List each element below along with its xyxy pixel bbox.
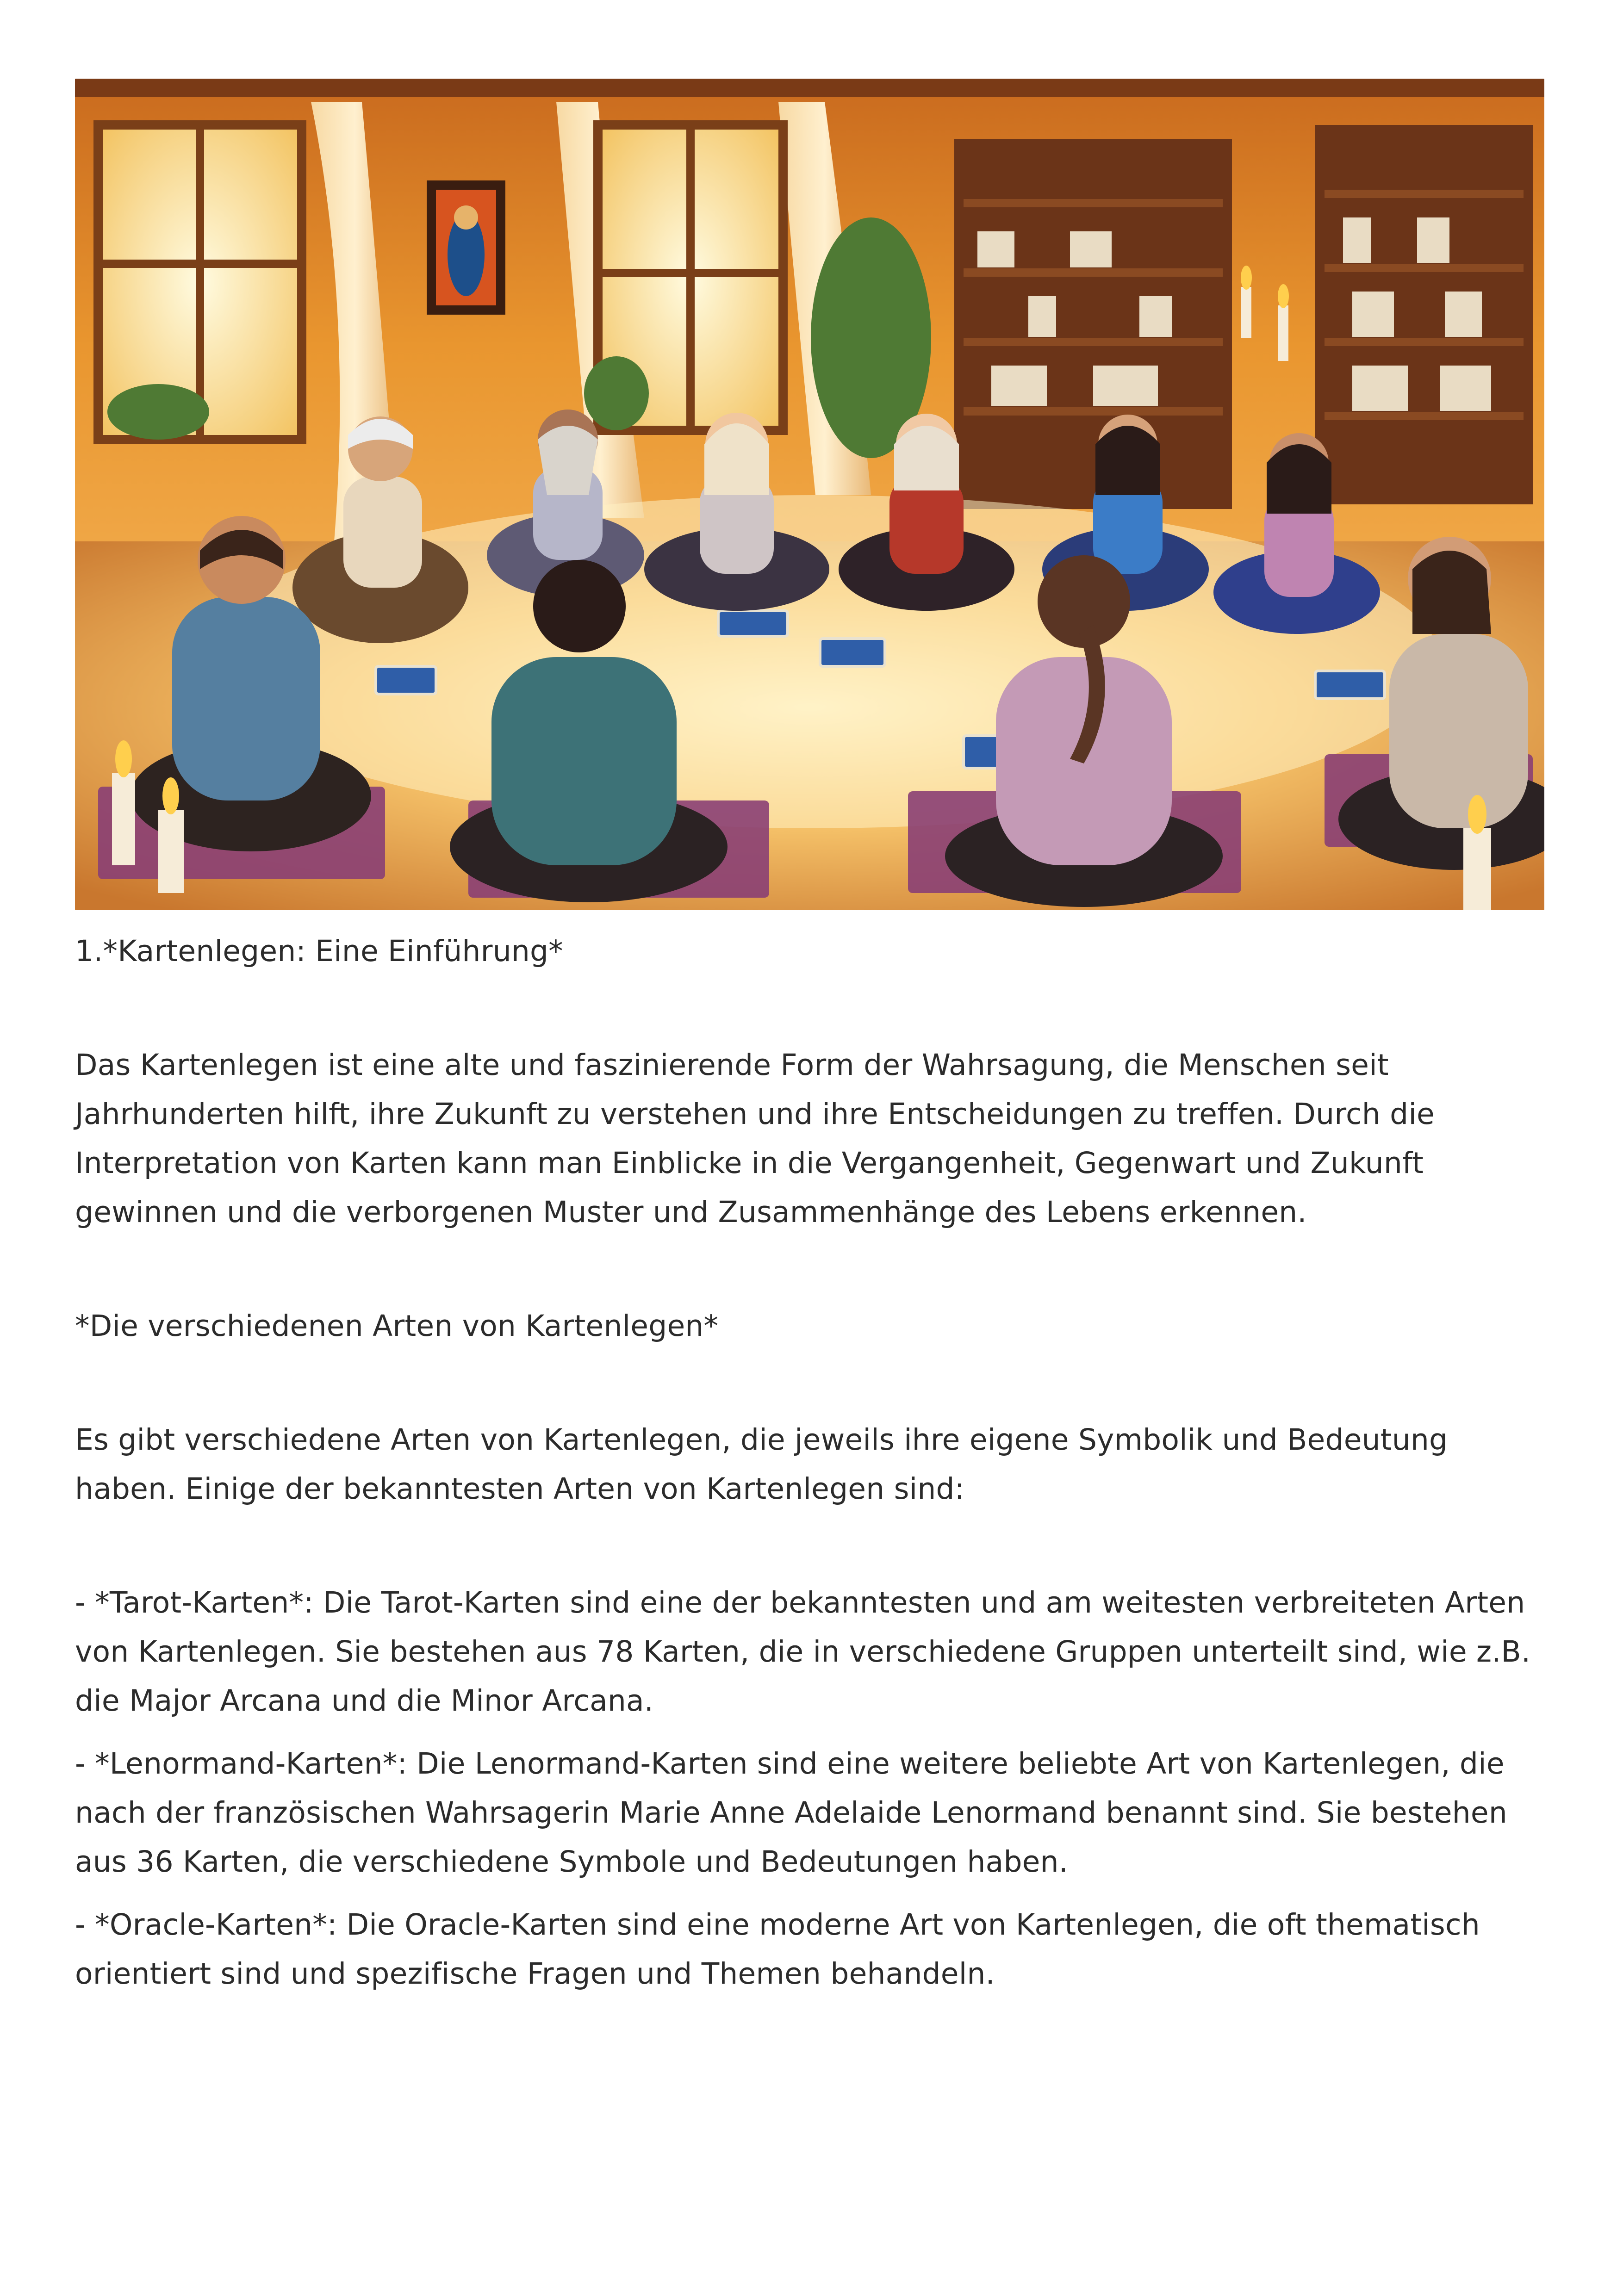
list-item-lenormand: - *Lenormand-Karten*: Die Lenormand-Karten sind eine weitere beliebte Art von Kartenlegen, die nach der französischen Wahrsagerin Marie Anne Adelaide Lenormand benannt sind. Sie bestehen aus 36 Karten, die verschiedene Symbole und Bedeutungen haben. — [75, 1747, 1507, 1879]
list-item-oracle: - *Oracle-Karten*: Die Oracle-Karten sind eine moderne Art von Kartenlegen, die oft thematisch orientiert sind und spezifische Fragen und Themen behandeln. — [75, 1908, 1480, 1991]
section-heading: 1.*Kartenlegen: Eine Einführung* — [75, 934, 563, 968]
lead-paragraph: Es gibt verschiedene Arten von Kartenlegen, die jeweils ihre eigene Symbolik und Bedeutung haben. Einige der bekanntesten Arten von Kartenlegen sind: — [75, 1423, 1448, 1506]
document-page — [75, 79, 1544, 2012]
list-item-tarot: - *Tarot-Karten*: Die Tarot-Karten sind eine der bekanntesten und am weitesten verbreiteten Arten von Kartenlegen. Sie bestehen aus 78 Karten, die in verschiedene Gruppen unterteilt sind, wie z.B. die Major Arcana und die Minor Arcana. — [75, 1586, 1531, 1718]
card-types-list — [75, 1578, 1544, 1998]
group-illustration — [75, 79, 1544, 910]
intro-paragraph: Das Kartenlegen ist eine alte und faszinierende Form der Wahrsagung, die Menschen seit Jahrhunderten hilft, ihre Zukunft zu verstehen und ihre Entscheidungen zu treffen. Durch die Interpretation von Karten kann man Einblicke in die Vergangenheit, Gegenwart und Zukunft gewinnen und die verborgenen Muster und Zusammenhänge des Lebens erkennen. — [75, 1048, 1435, 1229]
hero-image-card-reading-circle — [75, 79, 1544, 910]
section-subheading: *Die verschiedenen Arten von Kartenlegen* — [75, 1309, 719, 1343]
